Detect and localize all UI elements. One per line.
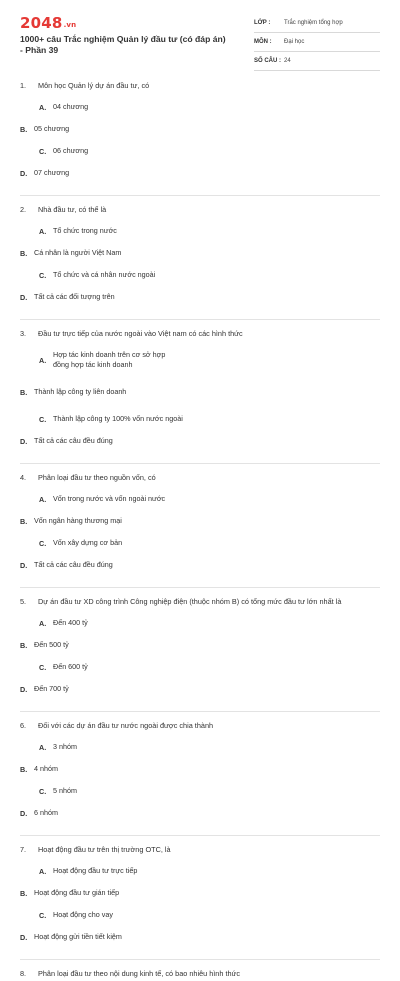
option-letter: A. xyxy=(39,494,47,504)
option-text: Cá nhân là người Việt Nam xyxy=(34,248,122,257)
option-text: Tổ chức và cá nhân nước ngoài xyxy=(53,270,156,279)
question-text xyxy=(20,327,380,341)
option-letter: D. xyxy=(20,684,28,694)
option-text: Tất cả các câu đều đúng xyxy=(34,560,113,569)
question-number: 5. xyxy=(20,597,27,606)
question-number: 1. xyxy=(20,81,27,90)
option-text: Đến 400 tỷ xyxy=(53,618,88,627)
answer-option[interactable] xyxy=(39,612,211,634)
question-text xyxy=(20,843,380,857)
option-text: Tất cả các câu đều đúng xyxy=(34,436,113,445)
question-prompt: Nhà đầu tư, có thể là xyxy=(38,205,107,214)
option-letter: C. xyxy=(39,414,47,424)
answer-option[interactable] xyxy=(39,780,211,802)
answer-option[interactable] xyxy=(20,430,192,452)
answer-options xyxy=(20,860,380,948)
answer-option[interactable] xyxy=(20,510,192,532)
answer-options xyxy=(20,612,380,700)
option-letter: B. xyxy=(20,516,28,526)
answer-options xyxy=(20,96,380,184)
option-text: 6 nhóm xyxy=(34,808,58,817)
option-letter: D. xyxy=(20,808,28,818)
answer-option[interactable] xyxy=(39,532,211,554)
answer-option[interactable] xyxy=(20,286,192,308)
question-item xyxy=(20,196,380,308)
option-text: 06 chương xyxy=(53,146,89,155)
option-text: 4 nhóm xyxy=(34,764,58,773)
answer-option[interactable] xyxy=(20,678,192,700)
question-text xyxy=(20,595,380,609)
option-letter: B. xyxy=(20,764,28,774)
option-letter: B. xyxy=(20,248,28,258)
question-number: 7. xyxy=(20,845,27,854)
answer-options xyxy=(20,736,380,824)
answer-option[interactable] xyxy=(20,802,192,824)
answer-option[interactable] xyxy=(39,904,211,926)
option-text: Thành lập công ty 100% vốn nước ngoài xyxy=(53,414,183,423)
question-item xyxy=(20,836,380,948)
question-number: 3. xyxy=(20,329,27,338)
answer-options xyxy=(20,488,380,576)
answer-option[interactable] xyxy=(39,860,211,882)
option-text: Vốn trong nước và vốn ngoài nước xyxy=(53,494,166,503)
page-header xyxy=(0,0,400,80)
question-item xyxy=(20,712,380,824)
meta-value: 24 xyxy=(284,58,291,64)
option-letter: A. xyxy=(39,226,47,236)
answer-option[interactable] xyxy=(39,656,211,678)
answer-option[interactable] xyxy=(20,376,192,408)
answer-option[interactable] xyxy=(39,140,211,162)
question-number: 8. xyxy=(20,969,27,978)
answer-option[interactable] xyxy=(20,758,192,780)
option-text: Đến 500 tỷ xyxy=(34,640,69,649)
option-text: 07 chương xyxy=(34,168,70,177)
question-prompt: Đối với các dự án đầu tư nước ngoài được chia thành xyxy=(38,721,214,730)
option-letter: D. xyxy=(20,560,28,570)
option-text: Thành lập công ty liên doanh xyxy=(34,387,127,396)
question-number: 6. xyxy=(20,721,27,730)
question-number: 4. xyxy=(20,473,27,482)
option-text: Tổ chức trong nước xyxy=(53,226,117,235)
answer-option[interactable] xyxy=(39,264,211,286)
answer-options xyxy=(20,344,380,452)
option-text: Đến 600 tỷ xyxy=(53,662,88,671)
meta-row-class xyxy=(254,14,380,33)
question-item xyxy=(20,588,380,700)
option-letter: D. xyxy=(20,436,28,446)
document-title: 1000+ câu Trắc nghiệm Quản lý đầu tư (có đáp án) - Phần 39 xyxy=(20,34,226,55)
answer-options xyxy=(20,220,380,308)
meta-label: LỚP : xyxy=(254,20,271,26)
question-prompt: Môn học Quản lý dự án đầu tư, có xyxy=(38,81,150,90)
answer-option[interactable] xyxy=(20,242,192,264)
question-text xyxy=(20,719,380,733)
option-text: 5 nhóm xyxy=(53,786,77,795)
answer-option[interactable] xyxy=(39,488,211,510)
option-text: Hoạt động đầu tư trực tiếp xyxy=(53,866,138,875)
answer-option[interactable] xyxy=(39,96,211,118)
document-meta xyxy=(254,14,380,71)
answer-option[interactable] xyxy=(20,554,192,576)
question-item xyxy=(20,960,380,981)
question-prompt: Đầu tư trực tiếp của nước ngoài vào Việt nam có các hình thức xyxy=(38,329,243,338)
option-letter: B. xyxy=(20,387,28,397)
option-letter: A. xyxy=(39,618,47,628)
question-number: 2. xyxy=(20,205,27,214)
option-text: Hợp tác kinh doanh trên cơ sở hợp đồng hợp tác kinh doanh xyxy=(53,350,166,369)
site-logo[interactable] xyxy=(20,14,76,32)
question-item xyxy=(20,464,380,576)
option-text: 3 nhóm xyxy=(53,742,77,751)
answer-option[interactable] xyxy=(20,118,192,140)
option-letter: C. xyxy=(39,538,47,548)
option-letter: A. xyxy=(39,355,47,365)
question-text xyxy=(20,471,380,485)
option-text: Hoạt động cho vay xyxy=(53,910,113,919)
logo-text: 2048 xyxy=(20,14,63,32)
question-text xyxy=(20,79,380,93)
question-prompt: Dự án đầu tư XD công trình Công nghiệp điện (thuộc nhóm B) có tổng mức đầu tư lớn nhất là xyxy=(38,597,342,606)
option-text: 04 chương xyxy=(53,102,89,111)
option-text: Đến 700 tỷ xyxy=(34,684,69,693)
option-letter: D. xyxy=(20,932,28,942)
question-text xyxy=(20,967,380,981)
question-prompt: Phân loại đầu tư theo nguồn vốn, có xyxy=(38,473,156,482)
option-letter: B. xyxy=(20,888,28,898)
answer-option[interactable] xyxy=(39,220,211,242)
answer-option[interactable] xyxy=(20,634,192,656)
option-letter: D. xyxy=(20,292,28,302)
meta-value: Trắc nghiệm tổng hợp xyxy=(284,20,343,26)
option-letter: B. xyxy=(20,124,28,134)
option-text: Vốn ngân hàng thương mại xyxy=(34,516,122,525)
option-text: Hoạt động đầu tư gián tiếp xyxy=(34,888,120,897)
answer-option[interactable] xyxy=(20,882,192,904)
answer-option[interactable] xyxy=(39,408,211,430)
question-item xyxy=(20,79,380,184)
option-text: Tất cả các đối tượng trên xyxy=(34,292,115,301)
meta-row-subject xyxy=(254,33,380,52)
option-text: Hoạt động gửi tiền tiết kiệm xyxy=(34,932,122,941)
question-list xyxy=(0,79,400,981)
option-letter: C. xyxy=(39,146,47,156)
option-letter: C. xyxy=(39,662,47,672)
question-item xyxy=(20,320,380,452)
option-letter: A. xyxy=(39,866,47,876)
option-letter: B. xyxy=(20,640,28,650)
question-text xyxy=(20,203,380,217)
question-prompt: Phân loại đầu tư theo nội dung kinh tế, có bao nhiêu hình thức xyxy=(38,969,241,978)
option-letter: D. xyxy=(20,168,28,178)
option-letter: C. xyxy=(39,270,47,280)
option-letter: A. xyxy=(39,742,47,752)
option-letter: A. xyxy=(39,102,47,112)
question-prompt: Hoạt động đầu tư trên thị trường OTC, là xyxy=(38,845,171,854)
option-text: 05 chương xyxy=(34,124,70,133)
answer-option[interactable] xyxy=(39,344,211,376)
meta-label: MÔN : xyxy=(254,39,272,45)
meta-label: SỐ CÂU : xyxy=(254,58,281,64)
option-text: Vốn xây dựng cơ bản xyxy=(53,538,123,547)
option-letter: C. xyxy=(39,786,47,796)
answer-option[interactable] xyxy=(20,162,192,184)
meta-value: Đại học xyxy=(284,39,305,45)
meta-row-count xyxy=(254,52,380,71)
option-letter: C. xyxy=(39,910,47,920)
logo-suffix: .vn xyxy=(63,21,77,29)
answer-option[interactable] xyxy=(20,926,192,948)
answer-option[interactable] xyxy=(39,736,211,758)
